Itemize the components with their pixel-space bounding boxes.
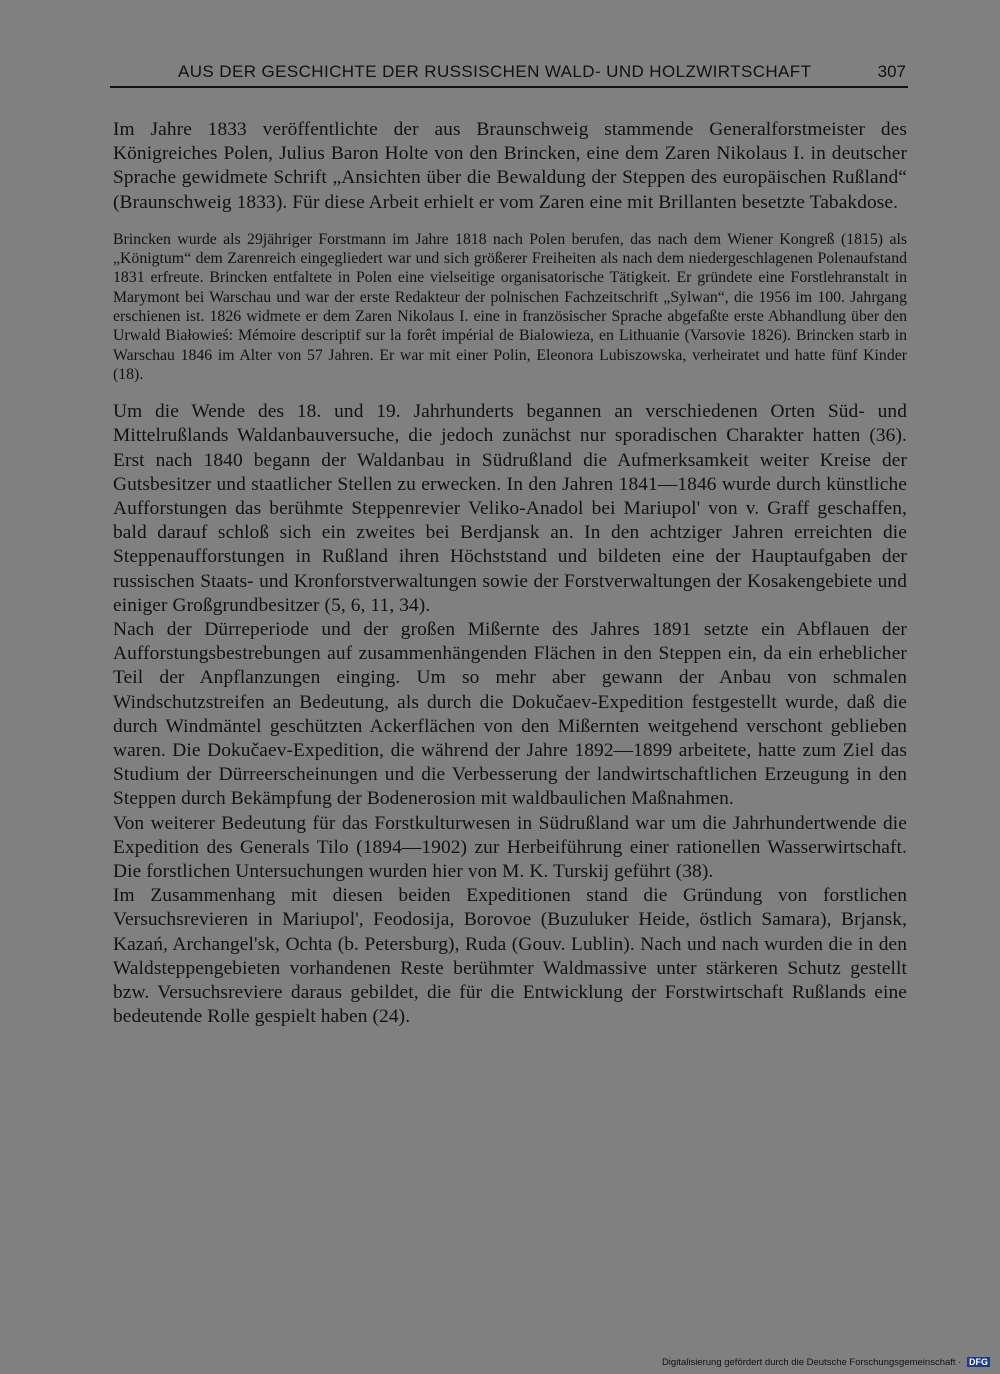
page-body — [113, 118, 907, 1029]
paragraph-waldanbau: Um die Wende des 18. und 19. Jahrhunderts begannen an verschiedenen Orten Süd- und Mittelrußlands Waldanbauversuche, die jedoch zunächst nur sporadischen Charakter hatten (36). Erst nach 1840 begann der Waldanbau in Südrußland die Aufmerksamkeit weiter Kreise der Gutsbesitzer und staatlicher Stellen zu erwecken. In den Jahren 1841—1846 wurde durch künstliche Aufforstungen das berühmte Steppenrevier Veliko-Anadol bei Mariupol' von v. Graff geschaffen, bald darauf schloß sich ein zweites bei Berdjansk an. In den achtziger Jahren erreichten die Steppenaufforstungen in Rußland ihren Höchststand und bildeten eine der Hauptaufgaben der russischen Staats- und Kronforstverwaltungen sowie der Forstverwaltungen der Kosakengebiete und einiger Großgrundbesitzer (5, 6, 11, 34). — [113, 401, 907, 616]
paragraph-brincken-1833: Im Jahre 1833 veröffentlichte der aus Braunschweig stammende Generalforstmeister des Königreiches Polen, Julius Baron Holte von den Brincken, eine dem Zaren Nikolaus I. in deutscher Sprache gewidmete Schrift „Ansichten über die Bewaldung der Steppen des europäischen Rußland“ (Braunschweig 1833). Für diese Arbeit erhielt er vom Zaren eine mit Brillanten besetzte Tabakdose. — [113, 119, 907, 213]
paragraph-duerreperiode: Nach der Dürreperiode und der großen Mißernte des Jahres 1891 setzte ein Abflauen der Aufforstungsbestrebungen auf zusammenhängenden Flächen in den Steppen ein, da ein erheblicher Teil der Anpflanzungen einging. Um so mehr aber gewann der Anbau von schmalen Windschutzstreifen an Bedeutung, als durch die Dokučaev-Expedition festgestellt wurde, daß die durch Windmäntel geschützten Ackerflächen von den Mißernten weitgehend verschont geblieben waren. Die Dokučaev-Expedition, die während der Jahre 1892—1899 arbeitete, hatte zum Ziel das Studium der Dürreerscheinungen und die Verbesserung der landwirtschaftlichen Erzeugung in den Steppen durch Bekämpfung der Bodenerosion mit waldbaulichen Maßnahmen. — [113, 619, 907, 810]
note-brincken-biography: Brincken wurde als 29jähriger Forstmann im Jahre 1818 nach Polen berufen, das nach dem Wiener Kongreß (1815) als „Königtum“ dem Zarenreich eingegliedert war und sich größerer Freiheiten als nach dem niedergeschlagenen Polenaufstand 1831 erfreute. Brincken entfaltete in Polen eine vielseitige organisatorische Tätigkeit. Er gründete eine Forstlehranstalt in Marymont bei Warschau und war der erste Redakteur der polnischen Fachzeitschrift „Sylwan“, die 1956 im 100. Jahrgang erschienen ist. 1826 widmete er dem Zaren Nikolaus I. eine in französischer Sprache abgefaßte erste Abhandlung über den Urwald Białowieś: Mémoire descriptif sur la forêt impérial de Bialowieza, en Lithuanie (Varsovie 1826). Brincken starb in Warschau 1846 im Alter von 57 Jahren. Er war mit einer Polin, Eleonora Lubiszowska, verheiratet und hatte fünf Kinder (18). — [113, 230, 907, 383]
footer-text: Digitalisierung gefördert durch die Deutsche Forschungsgemeinschaft — [661, 1357, 956, 1368]
paragraph-tilo-expedition: Von weiterer Bedeutung für das Forstkulturwesen in Südrußland war um die Jahrhundertwende die Expedition des Generals Tilo (1894—1902) zur Herbeiführung einer rationellen Wasserwirtschaft. Die forstlichen Untersuchungen wurden hier von M. K. Turskij geführt (38). — [113, 812, 907, 883]
paragraph-versuchsreviere: Im Zusammenhang mit diesen beiden Expeditionen stand die Gründung von forstlichen Versuchsrevieren in Mariupol', Feodosija, Borovoe (Buzuluker Heide, östlich Samara), Brjansk, Kazań, Archangel'sk, Ochta (b. Petersburg), Ruda (Gouv. Lublin). Nach und nach wurden die in den Waldsteppengebieten vorhandenen Reste berühmter Waldmassive unter stärkeren Schutz gestellt bzw. Versuchsreviere daraus gebildet, die für die Entwicklung der Forstwirtschaft Rußlands eine bedeutende Rolle gespielt haben (24). — [113, 885, 907, 1028]
header-title: AUS DER GESCHICHTE DER RUSSISCHEN WALD- UND HOLZWIRTSCHAFT — [178, 62, 812, 81]
dfg-logo: DFG — [969, 1357, 988, 1367]
running-header — [110, 62, 908, 88]
page-number: 307 — [877, 62, 906, 81]
digitization-footer: Digitalisierung gefördert durch die Deutsche Forschungsgemeinschaft · DFG — [661, 1357, 988, 1368]
